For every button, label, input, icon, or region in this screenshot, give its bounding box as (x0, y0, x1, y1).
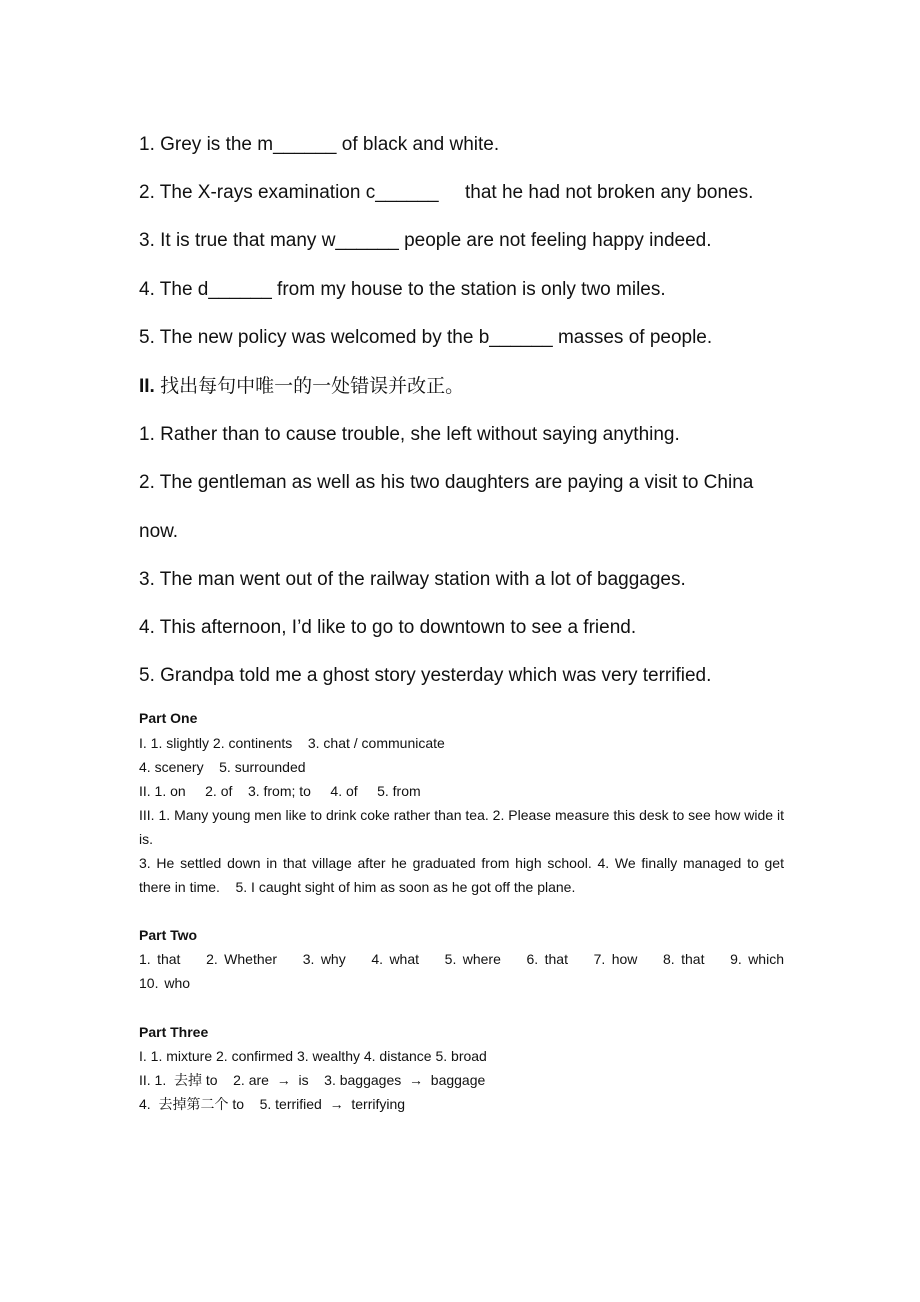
section-heading (139, 362, 784, 411)
error-item-3: 3. The man went out of the railway station with a lot of baggages. (139, 568, 686, 590)
answer-key (139, 706, 808, 1116)
part-three-line-1: I. 1. mixture 2. confirmed 3. wealthy 4. distance 5. broad (139, 1047, 487, 1064)
section-title: 找出每句中唯一的一处错误并改正。 (160, 375, 465, 398)
part-three-line-3: 4. 去掉第二个 to 5. terrified → terrifying (139, 1095, 406, 1112)
error-item-1: 1. Rather than to cause trouble, she left without saying anything. (139, 424, 680, 446)
exercise-item-2: 2. The X-rays examination c______ that he had not broken any bones. (139, 182, 754, 204)
error-item-2: 2. The gentleman as well as his two daughters are paying a visit to China now. (139, 472, 754, 542)
part-one-title: Part One (139, 710, 198, 727)
part-one-line-2: 4. scenery 5. surrounded (139, 758, 306, 775)
spacer (139, 996, 784, 1020)
exercise-item-3: 3. It is true that many w______ people are not feeling happy indeed. (139, 230, 712, 252)
section-label: II. (139, 376, 155, 398)
exercise-item-5: 5. The new policy was welcomed by the b______ masses of people. (139, 326, 713, 348)
error-item-5: 5. Grandpa told me a ghost story yesterday which was very terrified. (139, 665, 712, 687)
part-three-title: Part Three (139, 1023, 209, 1040)
error-item-4: 4. This afternoon, I’d like to go to downtown to see a friend. (139, 617, 637, 639)
part-one-line-1: I. 1. slightly 2. continents 3. chat / communicate (139, 734, 445, 751)
part-one-line-4: III. 1. Many young men like to drink coke rather than tea. 2. Please measure this desk to see how wide it is. (139, 806, 784, 847)
exercise-item-4: 4. The d______ from my house to the station is only two miles. (139, 278, 666, 300)
part-three-line-2: II. 1. 去掉 to 2. are → is 3. baggages → baggage (139, 1071, 486, 1088)
part-two-title: Part Two (139, 927, 198, 944)
exercise-item-1: 1. Grey is the m______ of black and white. (139, 134, 500, 155)
document-page (139, 121, 808, 1116)
part-one-line-5: 3. He settled down in that village after he graduated from high school. 4. We finally managed to get there in time. 5. I caught sight of him as soon as he got off the plane. (139, 855, 788, 896)
spacer (139, 899, 784, 923)
part-one-line-3: II. 1. on 2. of 3. from; to 4. of 5. from (139, 782, 421, 799)
part-two-line: 1. that 2. Whether 3. why 4. what 5. where 6. that 7. how 8. that 9. which 10. who (139, 951, 808, 992)
